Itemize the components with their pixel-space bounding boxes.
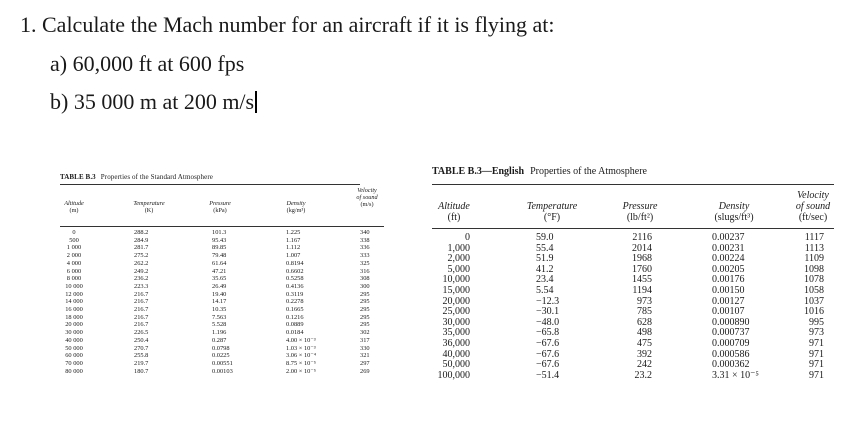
table-cell: 270.7 <box>134 344 149 352</box>
table-cell: 180.7 <box>134 367 149 375</box>
table-si-header-pressure <box>200 200 240 214</box>
table-cell: −51.4 <box>536 369 560 381</box>
table-cell: 1098 <box>804 263 824 275</box>
table-cell: 284.9 <box>134 236 149 244</box>
table-cell: 785 <box>637 306 652 318</box>
table-en-caption <box>432 166 834 177</box>
table-si-top-rule <box>60 184 360 185</box>
table-cell: 295 <box>360 306 370 314</box>
table-cell: 255.8 <box>134 352 149 360</box>
header-label: Density <box>286 200 306 207</box>
table-si-header-temperature <box>126 200 172 214</box>
table-cell: 20,000 <box>442 295 470 307</box>
header-unit: (m) <box>69 207 79 214</box>
table-cell: 40 000 <box>65 336 83 344</box>
table-cell: 1.112 <box>286 244 301 252</box>
table-cell: 1058 <box>804 284 824 296</box>
header-sub: of sound <box>356 194 378 201</box>
table-cell: 4.00 × 10⁻³ <box>286 336 316 344</box>
table-cell: 5.54 <box>536 284 554 296</box>
table-en-col-altitude <box>432 233 470 381</box>
table-cell: 0.6602 <box>286 267 304 275</box>
table-cell: 100,000 <box>437 369 470 381</box>
table-cell: 0.8194 <box>286 259 304 267</box>
table-cell: 973 <box>637 295 652 307</box>
table-en-col-pressure <box>612 233 652 381</box>
table-cell: −48.0 <box>536 316 560 328</box>
table-cell: 0.1665 <box>286 306 304 314</box>
table-cell: 61.64 <box>212 259 227 267</box>
table-cell: 971 <box>809 359 824 371</box>
table-cell: 5.528 <box>212 321 227 329</box>
table-cell: 300 <box>360 282 370 290</box>
table-cell: 340 <box>360 229 370 236</box>
table-cell: 1109 <box>804 253 824 265</box>
table-cell: 3.31 × 10⁻⁵ <box>712 369 759 381</box>
table-cell: 0.00127 <box>712 295 745 307</box>
table-cell: 216.7 <box>134 321 149 329</box>
table-en-label: TABLE B.3—English <box>432 166 525 177</box>
table-english <box>432 166 834 381</box>
table-cell: 0.00224 <box>712 253 745 265</box>
table-en-top-rule <box>432 184 834 185</box>
table-cell: 971 <box>809 337 824 349</box>
table-cell: 236.2 <box>134 275 149 283</box>
table-cell: 0.00205 <box>712 263 745 275</box>
table-cell: 249.2 <box>134 267 149 275</box>
table-cell: 302 <box>360 329 370 337</box>
header-label: Density <box>718 201 750 212</box>
header-unit: (slugs/ft³) <box>714 212 754 223</box>
table-cell: 0.0889 <box>286 321 304 329</box>
table-cell: 0 <box>72 229 76 236</box>
table-cell: 1760 <box>632 263 652 275</box>
table-cell: 95.43 <box>212 236 227 244</box>
table-cell: 2.00 × 10⁻⁵ <box>286 367 316 375</box>
table-en-header-rule <box>432 228 834 229</box>
table-cell: 1.196 <box>212 329 227 337</box>
table-cell: 50,000 <box>442 359 470 371</box>
table-cell: 223.3 <box>134 282 149 290</box>
table-en-header-pressure <box>612 201 668 223</box>
table-cell: 1455 <box>632 274 652 286</box>
table-cell: 0.1216 <box>286 313 304 321</box>
table-cell: 0.0184 <box>286 329 304 337</box>
header-sub: of sound <box>795 201 831 212</box>
table-cell: 250.4 <box>134 336 149 344</box>
header-label: Pressure <box>209 200 231 207</box>
table-cell: 1968 <box>632 253 652 265</box>
table-cell: 89.85 <box>212 244 227 252</box>
header-unit: (m/s) <box>360 201 374 208</box>
table-cell: 1037 <box>804 295 824 307</box>
table-cell: 1117 <box>804 232 824 243</box>
table-cell: 23.4 <box>536 274 554 286</box>
question-part-a: a) 60,000 ft at 600 fps <box>50 51 245 76</box>
table-cell: 1016 <box>804 306 824 318</box>
table-cell: 1078 <box>804 274 824 286</box>
table-cell: 0.00103 <box>212 367 233 375</box>
table-cell: 4 000 <box>66 259 82 267</box>
table-cell: 1194 <box>632 284 652 296</box>
table-cell: 55.4 <box>536 242 554 254</box>
table-si-col-velocity <box>360 229 370 375</box>
table-cell: 10.35 <box>212 306 227 314</box>
table-cell: 3.06 × 10⁻⁴ <box>286 352 316 360</box>
header-unit: (kg/m³) <box>286 207 306 214</box>
table-cell: 35,000 <box>442 327 470 339</box>
header-label: Velocity <box>797 190 829 201</box>
table-si-label: TABLE B.3 <box>60 173 96 181</box>
table-en-header-altitude <box>432 201 476 223</box>
table-cell: 0.00237 <box>712 232 745 243</box>
table-cell: 15,000 <box>442 284 470 296</box>
table-cell: 995 <box>809 316 824 328</box>
table-cell: 308 <box>360 275 370 283</box>
header-label: Velocity <box>357 187 377 194</box>
table-cell: 60 000 <box>65 352 83 360</box>
table-cell: 0.00176 <box>712 274 745 286</box>
table-si-col-altitude <box>60 229 88 375</box>
question-title: 1. Calculate the Mach number for an aircraft if it is flying at: <box>20 12 555 37</box>
table-cell: 628 <box>637 316 652 328</box>
table-si-col-density <box>286 229 316 375</box>
table-cell: 295 <box>360 290 370 298</box>
header-unit: (°F) <box>543 212 561 223</box>
table-en-col-temperature <box>536 233 559 381</box>
header-label: Temperature <box>133 200 165 207</box>
table-cell: 12 000 <box>65 290 83 298</box>
table-cell: 498 <box>637 327 652 339</box>
table-en-header-velocity <box>790 190 836 223</box>
table-cell: 216.7 <box>134 298 149 306</box>
question-part-b-text: b) 35 000 m at 200 m/s <box>50 89 255 114</box>
table-cell: 2116 <box>632 232 652 243</box>
table-cell: 295 <box>360 321 370 329</box>
table-cell: 500 <box>69 236 79 244</box>
table-cell: 971 <box>809 348 824 360</box>
table-cell: 216.7 <box>134 306 149 314</box>
table-cell: 40,000 <box>442 348 470 360</box>
table-en-col-density <box>712 233 759 381</box>
table-cell: 79.48 <box>212 252 227 260</box>
table-cell: 321 <box>360 352 370 360</box>
table-en-header-temperature <box>522 201 582 223</box>
table-cell: 288.2 <box>134 229 149 236</box>
table-cell: 16 000 <box>65 306 83 314</box>
table-cell: 7.563 <box>212 313 227 321</box>
table-cell: 70 000 <box>65 359 83 367</box>
header-label: Pressure <box>622 201 658 212</box>
table-cell: −65.8 <box>536 327 560 339</box>
table-cell: 23.2 <box>634 369 652 381</box>
table-cell: 0.000890 <box>712 316 750 328</box>
table-cell: 295 <box>360 298 370 306</box>
table-cell: 2 000 <box>66 252 82 260</box>
table-cell: 392 <box>637 348 652 360</box>
table-en-title: Properties of the Atmosphere <box>530 166 647 177</box>
table-cell: 10 000 <box>65 282 83 290</box>
table-cell: −12.3 <box>536 295 560 307</box>
table-cell: 269 <box>360 367 370 375</box>
table-cell: 0.000586 <box>712 348 750 360</box>
table-cell: −30.1 <box>536 306 560 318</box>
table-cell: 316 <box>360 267 370 275</box>
table-cell: −67.6 <box>536 337 560 349</box>
table-si-title: Properties of the Standard Atmosphere <box>100 173 213 181</box>
table-cell: 0.000709 <box>712 337 750 349</box>
table-cell: 50 000 <box>65 344 83 352</box>
table-cell: 41.2 <box>536 263 554 275</box>
table-cell: 18 000 <box>65 313 83 321</box>
table-si-col-temperature <box>134 229 148 375</box>
table-cell: 973 <box>809 327 824 339</box>
text-cursor <box>255 91 257 113</box>
table-cell: 80 000 <box>65 367 83 375</box>
table-cell: 2,000 <box>447 253 470 265</box>
table-cell: 1.03 × 10⁻³ <box>286 344 316 352</box>
table-cell: 36,000 <box>442 337 470 349</box>
header-unit: (kPa) <box>213 207 227 214</box>
header-label: Altitude <box>438 201 470 212</box>
question-part-b[interactable] <box>50 89 257 115</box>
table-cell: 0.3119 <box>286 290 304 298</box>
table-cell: 0.00107 <box>712 306 745 318</box>
table-cell: 1 000 <box>66 244 82 252</box>
table-cell: 1.225 <box>286 229 301 236</box>
table-cell: 971 <box>809 369 824 381</box>
table-cell: 19.40 <box>212 290 227 298</box>
table-cell: 26.49 <box>212 282 227 290</box>
table-si-header-density <box>276 200 316 214</box>
table-cell: 216.7 <box>134 290 149 298</box>
table-cell: 330 <box>360 344 370 352</box>
table-cell: 6 000 <box>66 267 82 275</box>
table-cell: 101.3 <box>212 229 227 236</box>
table-cell: 297 <box>360 359 370 367</box>
table-cell: 47.21 <box>212 267 227 275</box>
table-cell: 333 <box>360 252 370 260</box>
table-cell: 14 000 <box>65 298 83 306</box>
table-en-col-velocity <box>792 233 824 381</box>
table-cell: 20 000 <box>65 321 83 329</box>
header-label: Temperature <box>526 201 578 212</box>
table-cell: 317 <box>360 336 370 344</box>
table-cell: 0.00551 <box>212 359 233 367</box>
table-cell: 14.17 <box>212 298 227 306</box>
table-cell: 8.75 × 10⁻⁵ <box>286 359 316 367</box>
table-cell: 59.0 <box>536 232 554 243</box>
table-cell: 0.4136 <box>286 282 304 290</box>
table-cell: 336 <box>360 244 370 252</box>
table-cell: 0.000362 <box>712 359 750 371</box>
table-si-header-rule <box>60 226 384 227</box>
header-label: Altitude <box>64 200 84 207</box>
table-cell: 35.65 <box>212 275 227 283</box>
table-cell: 219.7 <box>134 359 149 367</box>
table-cell: 0.000737 <box>712 327 750 339</box>
table-cell: 51.9 <box>536 253 554 265</box>
table-cell: 0.00231 <box>712 242 745 254</box>
table-cell: 10,000 <box>442 274 470 286</box>
table-cell: 325 <box>360 259 370 267</box>
table-cell: 2014 <box>632 242 652 254</box>
table-cell: 0.5258 <box>286 275 304 283</box>
table-cell: 226.5 <box>134 329 149 337</box>
table-cell: 0.287 <box>212 336 227 344</box>
table-cell: 275.2 <box>134 252 149 260</box>
table-cell: 0.0798 <box>212 344 230 352</box>
table-cell: 242 <box>637 359 652 371</box>
table-cell: 475 <box>637 337 652 349</box>
table-cell: 30,000 <box>442 316 470 328</box>
table-cell: 262.2 <box>134 259 149 267</box>
table-cell: 1113 <box>804 242 824 254</box>
table-cell: 8 000 <box>66 275 82 283</box>
header-unit: (K) <box>144 207 154 214</box>
table-cell: 0.2278 <box>286 298 304 306</box>
table-si-header-velocity <box>350 187 384 208</box>
table-si-header-altitude <box>60 200 88 214</box>
table-cell: 295 <box>360 313 370 321</box>
table-cell: −67.6 <box>536 359 560 371</box>
table-cell: 0.0225 <box>212 352 230 360</box>
table-cell: 0 <box>465 232 470 243</box>
table-cell: −67.6 <box>536 348 560 360</box>
table-cell: 30 000 <box>65 329 83 337</box>
header-unit: (lb/ft²) <box>626 212 654 223</box>
table-cell: 281.7 <box>134 244 149 252</box>
table-cell: 216.7 <box>134 313 149 321</box>
table-cell: 1,000 <box>447 242 470 254</box>
table-cell: 0.00150 <box>712 284 745 296</box>
table-cell: 25,000 <box>442 306 470 318</box>
table-cell: 1.167 <box>286 236 301 244</box>
table-cell: 1.007 <box>286 252 301 260</box>
table-si-caption <box>60 173 360 181</box>
header-unit: (ft/sec) <box>798 212 828 223</box>
header-unit: (ft) <box>447 212 461 223</box>
table-si-col-pressure <box>212 229 233 375</box>
table-cell: 5,000 <box>447 263 470 275</box>
table-si <box>60 173 378 375</box>
table-cell: 338 <box>360 236 370 244</box>
table-en-header-density <box>704 201 764 223</box>
